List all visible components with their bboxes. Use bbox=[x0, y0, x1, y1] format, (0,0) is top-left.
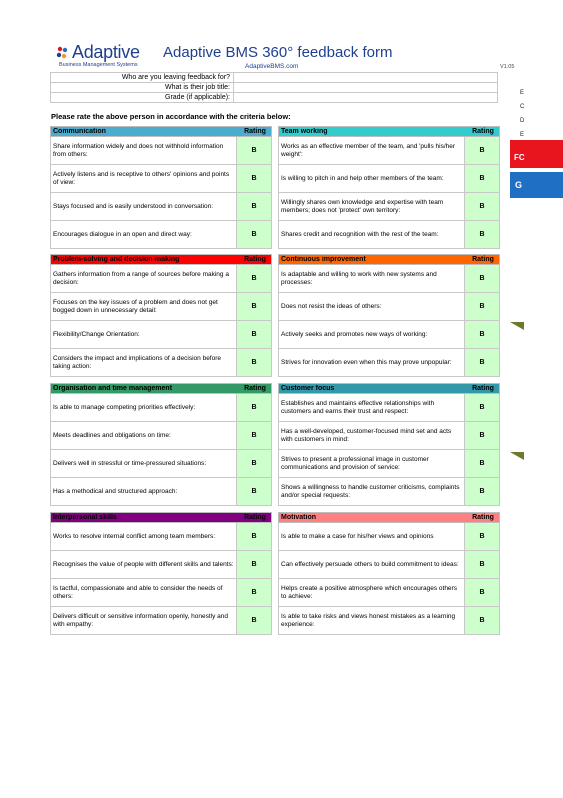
criteria-row bbox=[278, 394, 500, 422]
criteria-row bbox=[278, 607, 500, 635]
criteria-row bbox=[50, 523, 272, 551]
section-header bbox=[50, 512, 272, 523]
info-row-name bbox=[51, 73, 498, 83]
criteria-row bbox=[50, 579, 272, 607]
section-header bbox=[278, 512, 500, 523]
criteria-text: Gathers information from a range of sources before making a decision: bbox=[53, 270, 229, 286]
rating-cell[interactable]: B bbox=[236, 523, 271, 550]
rating-cell[interactable]: B bbox=[464, 321, 499, 348]
rating-header: Rating bbox=[472, 385, 494, 392]
rating-cell[interactable]: B bbox=[464, 478, 499, 505]
criteria-row bbox=[50, 321, 272, 349]
rating-cell[interactable]: B bbox=[464, 137, 499, 164]
rating-cell[interactable]: B bbox=[464, 165, 499, 192]
rating-cell[interactable]: B bbox=[236, 422, 271, 449]
criteria-row bbox=[50, 165, 272, 193]
criteria-row bbox=[50, 221, 272, 249]
info-input-grade[interactable] bbox=[234, 93, 498, 103]
rating-cell[interactable]: B bbox=[236, 551, 271, 578]
criteria-text: Establishes and maintains effective relationships with customers and earns their trust and respect: bbox=[281, 399, 435, 415]
rating-cell[interactable]: B bbox=[464, 450, 499, 477]
section-title: Problem-solving and decision-making bbox=[53, 256, 180, 263]
criteria-text: Does not resist the ideas of others: bbox=[281, 302, 382, 310]
section-team-working bbox=[278, 126, 500, 249]
section-communication bbox=[50, 126, 272, 249]
criteria-text: Focuses on the key issues of a problem and does not get bogged down in unnecessary detail: bbox=[53, 298, 218, 314]
section-title: Motivation bbox=[281, 514, 316, 521]
criteria-text: Is tactful, compassionate and able to consider the needs of others: bbox=[53, 584, 223, 600]
section-title: Communication bbox=[53, 128, 106, 135]
info-input-job-title[interactable] bbox=[234, 83, 498, 93]
criteria-text: Encourages dialogue in an open and direct way: bbox=[53, 230, 192, 238]
criteria-row bbox=[50, 450, 272, 478]
criteria-row bbox=[278, 523, 500, 551]
rating-header: Rating bbox=[472, 128, 494, 135]
section-title: Continuous improvement bbox=[281, 256, 366, 263]
rating-cell[interactable]: B bbox=[464, 349, 499, 376]
criteria-text: Helps create a positive atmosphere which encourages others to achieve: bbox=[281, 584, 457, 600]
rating-cell[interactable]: B bbox=[464, 551, 499, 578]
criteria-row bbox=[50, 349, 272, 377]
rating-cell[interactable]: B bbox=[236, 193, 271, 220]
criteria-row bbox=[278, 422, 500, 450]
section-continuous-improvement bbox=[278, 254, 500, 377]
criteria-text: Delivers difficult or sensitive information openly, honestly and with empathy: bbox=[53, 612, 228, 628]
logo-subtitle: Business Management Systems bbox=[59, 62, 138, 68]
info-row-job-title bbox=[51, 83, 498, 93]
criteria-text: Actively seeks and promotes new ways of working: bbox=[281, 330, 428, 338]
comment-marker-icon bbox=[510, 452, 524, 462]
info-label: What is their job title: bbox=[51, 83, 234, 93]
criteria-row bbox=[50, 265, 272, 293]
criteria-text: Has a methodical and structured approach: bbox=[53, 487, 178, 495]
rating-cell[interactable]: B bbox=[464, 523, 499, 550]
rating-cell[interactable]: B bbox=[236, 221, 271, 248]
side-letter: C bbox=[520, 104, 525, 110]
section-title: Interpersonal skills bbox=[53, 514, 117, 521]
info-row-grade bbox=[51, 93, 498, 103]
criteria-text: Share information widely and does not withhold information from others: bbox=[53, 142, 224, 158]
rating-cell[interactable]: B bbox=[464, 193, 499, 220]
info-label: Who are you leaving feedback for? bbox=[51, 73, 234, 83]
criteria-row bbox=[50, 394, 272, 422]
rating-header: Rating bbox=[472, 514, 494, 521]
side-letter: E bbox=[520, 132, 525, 138]
criteria-text: Strives for innovation even when this may prove unpopular: bbox=[281, 358, 452, 366]
info-input-name[interactable] bbox=[234, 73, 498, 83]
criteria-row bbox=[50, 422, 272, 450]
section-customer-focus bbox=[278, 383, 500, 506]
section-title: Customer focus bbox=[281, 385, 335, 392]
side-red-button[interactable] bbox=[510, 140, 563, 168]
section-header bbox=[278, 254, 500, 265]
rating-cell[interactable]: B bbox=[236, 293, 271, 320]
criteria-text: Flexibility/Change Orientation: bbox=[53, 330, 140, 338]
rating-cell[interactable]: B bbox=[236, 450, 271, 477]
version-label: V1.05 bbox=[500, 64, 515, 70]
criteria-row bbox=[278, 165, 500, 193]
rating-header: Rating bbox=[244, 256, 266, 263]
logo-dots-icon bbox=[55, 45, 71, 61]
criteria-text: Shares credit and recognition with the rest of the team: bbox=[281, 230, 439, 238]
website-link[interactable]: AdaptiveBMS.com bbox=[245, 63, 299, 70]
criteria-row bbox=[278, 551, 500, 579]
side-blue-label: G bbox=[515, 180, 523, 190]
criteria-text: Shows a willingness to handle customer criticisms, complaints and/or special requests: bbox=[281, 483, 460, 499]
rating-cell[interactable]: B bbox=[236, 349, 271, 376]
criteria-text: Has a well-developed, customer-focused mind set and acts with customers in mind: bbox=[281, 427, 452, 443]
section-title: Team working bbox=[281, 128, 328, 135]
criteria-text: Strives to present a professional image in customer communications and provision of service: bbox=[281, 455, 429, 471]
rating-header: Rating bbox=[244, 385, 266, 392]
criteria-text: Stays focused and is easily understood in conversation: bbox=[53, 202, 214, 210]
rating-cell[interactable]: B bbox=[464, 394, 499, 421]
section-header bbox=[278, 126, 500, 137]
criteria-row bbox=[278, 137, 500, 165]
section-header bbox=[50, 254, 272, 265]
rating-cell[interactable]: B bbox=[464, 422, 499, 449]
criteria-row bbox=[278, 193, 500, 221]
criteria-text: Willingly shares own knowledge and expertise with team members; does not 'protect' own territory: bbox=[281, 198, 444, 214]
rating-cell[interactable]: B bbox=[464, 293, 499, 320]
rating-header: Rating bbox=[244, 128, 266, 135]
side-letters bbox=[520, 86, 524, 142]
rating-header: Rating bbox=[472, 256, 494, 263]
criteria-row bbox=[50, 478, 272, 506]
rating-cell[interactable]: B bbox=[464, 265, 499, 292]
side-letter: E bbox=[520, 90, 525, 96]
rating-cell[interactable]: B bbox=[464, 579, 499, 606]
logo-brand: Adaptive bbox=[72, 42, 140, 62]
section-motivation bbox=[278, 512, 500, 635]
criteria-row bbox=[278, 293, 500, 321]
criteria-text: Considers the impact and implications of a decision before taking action: bbox=[53, 354, 222, 370]
criteria-row bbox=[278, 579, 500, 607]
criteria-row bbox=[278, 221, 500, 249]
criteria-row bbox=[50, 293, 272, 321]
side-blue-button[interactable] bbox=[510, 172, 563, 198]
section-header bbox=[50, 383, 272, 394]
criteria-text: Is able to take risks and views honest mistakes as a learning experience: bbox=[281, 612, 456, 628]
criteria-text: Recognises the value of people with different skills and talents: bbox=[53, 560, 234, 568]
criteria-row bbox=[50, 551, 272, 579]
rating-cell[interactable]: B bbox=[236, 478, 271, 505]
criteria-row bbox=[50, 193, 272, 221]
section-interpersonal bbox=[50, 512, 272, 635]
criteria-row bbox=[278, 265, 500, 293]
criteria-text: Works to resolve internal conflict among team members: bbox=[53, 532, 216, 540]
criteria-text: Can effectively persuade others to build commitment to ideas: bbox=[281, 560, 459, 568]
criteria-text: Is able to manage competing priorities effectively: bbox=[53, 403, 196, 411]
side-letter: D bbox=[520, 118, 525, 124]
section-title: Organisation and time management bbox=[53, 385, 173, 392]
criteria-row bbox=[278, 321, 500, 349]
rating-cell[interactable]: B bbox=[236, 137, 271, 164]
criteria-text: Is willing to pitch in and help other members of the team: bbox=[281, 174, 444, 182]
criteria-row bbox=[50, 607, 272, 635]
rating-cell[interactable]: B bbox=[464, 221, 499, 248]
rating-cell[interactable]: B bbox=[236, 607, 271, 634]
criteria-row bbox=[278, 450, 500, 478]
section-organisation bbox=[50, 383, 272, 506]
logo bbox=[55, 42, 155, 72]
criteria-text: Meets deadlines and obligations on time: bbox=[53, 431, 171, 439]
info-table bbox=[50, 72, 498, 103]
rating-header: Rating bbox=[244, 514, 266, 521]
criteria-text: Delivers well in stressful or time-pressured situations: bbox=[53, 459, 207, 467]
rating-cell[interactable]: B bbox=[236, 321, 271, 348]
rating-cell[interactable]: B bbox=[236, 394, 271, 421]
side-red-label: FC bbox=[514, 153, 525, 162]
criteria-text: Is adaptable and willing to work with new systems and processes: bbox=[281, 270, 437, 286]
rating-cell[interactable]: B bbox=[236, 579, 271, 606]
section-problem-solving bbox=[50, 254, 272, 377]
criteria-row bbox=[278, 349, 500, 377]
criteria-text: Is able to make a case for his/her views and opinions bbox=[281, 532, 434, 540]
criteria-text: Works as an effective member of the team, and 'pulls his/her weight': bbox=[281, 142, 456, 158]
instruction-text: Please rate the above person in accordance with the criteria below: bbox=[51, 112, 291, 121]
page-title: Adaptive BMS 360° feedback form bbox=[163, 44, 393, 61]
criteria-row bbox=[278, 478, 500, 506]
criteria-row bbox=[50, 137, 272, 165]
comment-marker-icon bbox=[510, 322, 524, 332]
info-label: Grade (if applicable): bbox=[51, 93, 234, 103]
rating-cell[interactable]: B bbox=[236, 265, 271, 292]
section-header bbox=[50, 126, 272, 137]
rating-cell[interactable]: B bbox=[236, 165, 271, 192]
rating-cell[interactable]: B bbox=[464, 607, 499, 634]
criteria-text: Actively listens and is receptive to others' opinions and points of view: bbox=[53, 170, 230, 186]
section-header bbox=[278, 383, 500, 394]
